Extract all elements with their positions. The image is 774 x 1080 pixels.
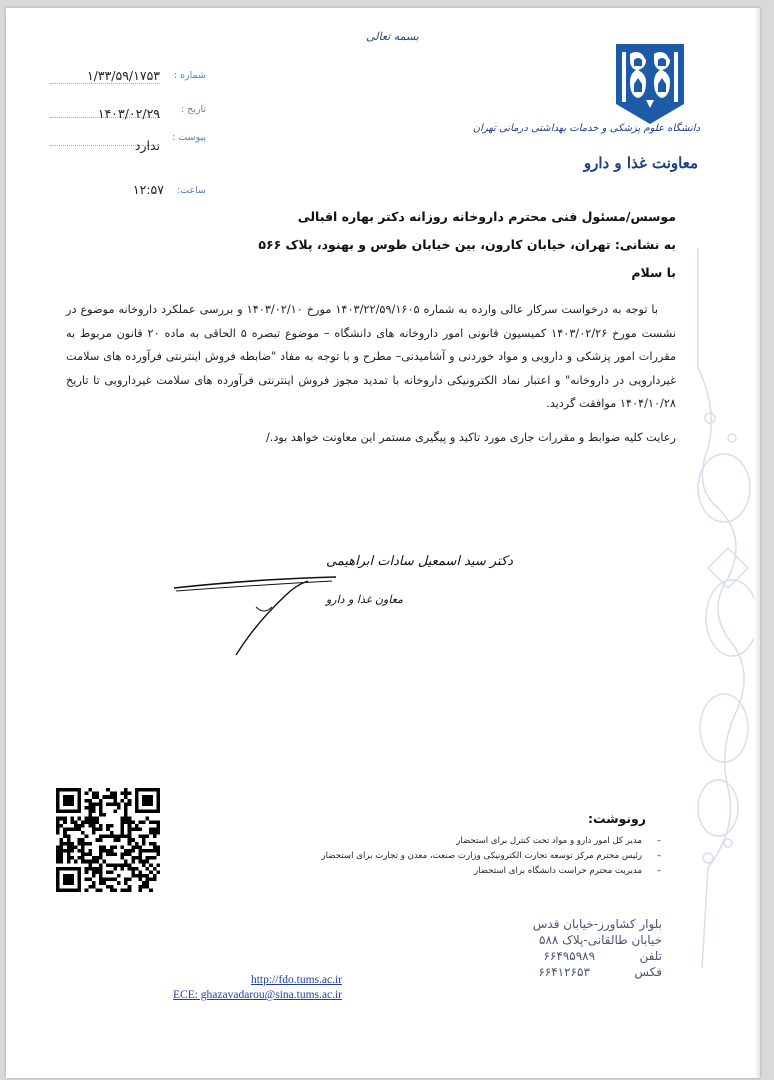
meta-number bbox=[46, 70, 206, 90]
cc-dash: – bbox=[656, 836, 662, 846]
website-link[interactable]: http://fdo.tums.ac.ir bbox=[250, 974, 342, 986]
meta-number-line bbox=[50, 83, 160, 84]
cc-dash: – bbox=[656, 866, 662, 876]
address-line: به نشانی: تهران، خیابان کارون، بین خیابان طوس و بهنود، پلاک ۵۶۶ bbox=[258, 237, 676, 252]
cc-item bbox=[322, 834, 676, 849]
email-link[interactable]: ECE: ghazavadarou@sina.tums.ac.ir bbox=[173, 989, 342, 1001]
time-label: ساعت: bbox=[176, 185, 206, 196]
phone-row bbox=[482, 948, 662, 964]
footer-address bbox=[482, 916, 662, 980]
address-line-1: بلوار کشاورز-خیابان قدس bbox=[532, 917, 662, 931]
university-logo bbox=[612, 40, 688, 126]
department-name: معاونت غذا و دارو bbox=[583, 154, 698, 172]
closing-sentence: رعایت کلیه ضوابط و مقررات جاری مورد تاکید و پیگیری مستمر این معاونت خواهد بود./ bbox=[265, 431, 676, 444]
letter-page bbox=[6, 8, 760, 1078]
meta-time bbox=[46, 184, 206, 204]
page-edge bbox=[754, 8, 760, 1078]
cc-title: رونوشت: bbox=[587, 811, 646, 826]
meta-date bbox=[46, 104, 206, 124]
signatory-title: معاون غذا و دارو bbox=[326, 593, 403, 606]
cc-item-text: مدیریت محترم حراست دانشگاه برای استحضار bbox=[474, 866, 642, 876]
qr-code bbox=[56, 788, 160, 892]
fax-label: فکس bbox=[634, 965, 662, 979]
letter-body bbox=[66, 298, 676, 416]
phone-label: تلفن bbox=[639, 949, 662, 963]
attachment-label: پیوست : bbox=[172, 132, 206, 143]
cc-item-text: رئیس محترم مرکز توسعه تجارت الکترونیکی وزارت صنعت، معدن و تجارت برای استحضار bbox=[321, 851, 642, 861]
addressee-line: موسس/مسئول فنی محترم داروخانه روزانه دکتر بهاره اقبالی bbox=[297, 209, 676, 224]
basmala: بسمه تعالی bbox=[366, 30, 419, 43]
meta-attachment bbox=[46, 132, 206, 152]
number-label: شماره : bbox=[173, 70, 206, 81]
time-value: ۱۲:۵۷ bbox=[132, 182, 164, 197]
body-paragraph: با توجه به درخواست سرکار عالی وارده به شماره ۱۴۰۳/۲۲/۵۹/۱۶۰۵ مورخ ۱۴۰۳/۰۲/۱۰ و بررسی عملکرد داروخانه موضوع در نشست مورخ ۱۴۰۳/۰۲/۲۶ کمیسیون قانونی امور داروخانه های دانشگاه – موضوع تبصره ۵ الحاقی به ماده ۲۰ قانون مربوط به مقررات امور پزشکی و دارویی و مواد خوردنی و آشامیدنی– مطرح و با توجه به مفاد "ضابطه فروش اینترنتی فرآورده های سلامت غیردارویی در داروخانه" و اعتبار نماد الکترونیکی داروخانه با تمدید مجوز فروش اینترنتی فرآورده های سلامت غیردارویی تا تاریخ ۱۴۰۴/۱۰/۲۸ موافقت گردید. bbox=[66, 303, 676, 410]
fax-value: ۶۶۴۱۲۶۵۳ bbox=[538, 965, 590, 979]
cc-item bbox=[322, 864, 676, 879]
signatory-name: دکتر سید اسمعیل سادات ابراهیمی bbox=[326, 554, 513, 569]
number-value: ۱/۳۳/۵۹/۱۷۵۳ bbox=[86, 68, 160, 83]
address-line-2: خیابان طالقانی-پلاک ۵۸۸ bbox=[539, 933, 662, 947]
footer-links bbox=[173, 973, 342, 1003]
date-value: ۱۴۰۳/۰۲/۲۹ bbox=[97, 106, 160, 121]
signature bbox=[136, 533, 513, 673]
greeting: با سلام bbox=[631, 265, 676, 280]
university-name: دانشگاه علوم پزشکی و خدمات بهداشتی درمانی تهران bbox=[472, 123, 700, 134]
cc-dash: – bbox=[656, 851, 662, 861]
ornament-border bbox=[688, 248, 760, 968]
cc-item-text: مدیر کل امور دارو و مواد تحت کنترل برای استحضار bbox=[456, 836, 642, 846]
cc-item bbox=[322, 849, 676, 864]
date-label: تاریخ : bbox=[180, 104, 206, 115]
phone-value: ۶۶۴۹۵۹۸۹ bbox=[543, 949, 596, 963]
fax-row bbox=[482, 964, 662, 980]
attachment-value: ندارد bbox=[134, 138, 160, 153]
cc-list bbox=[322, 834, 676, 879]
